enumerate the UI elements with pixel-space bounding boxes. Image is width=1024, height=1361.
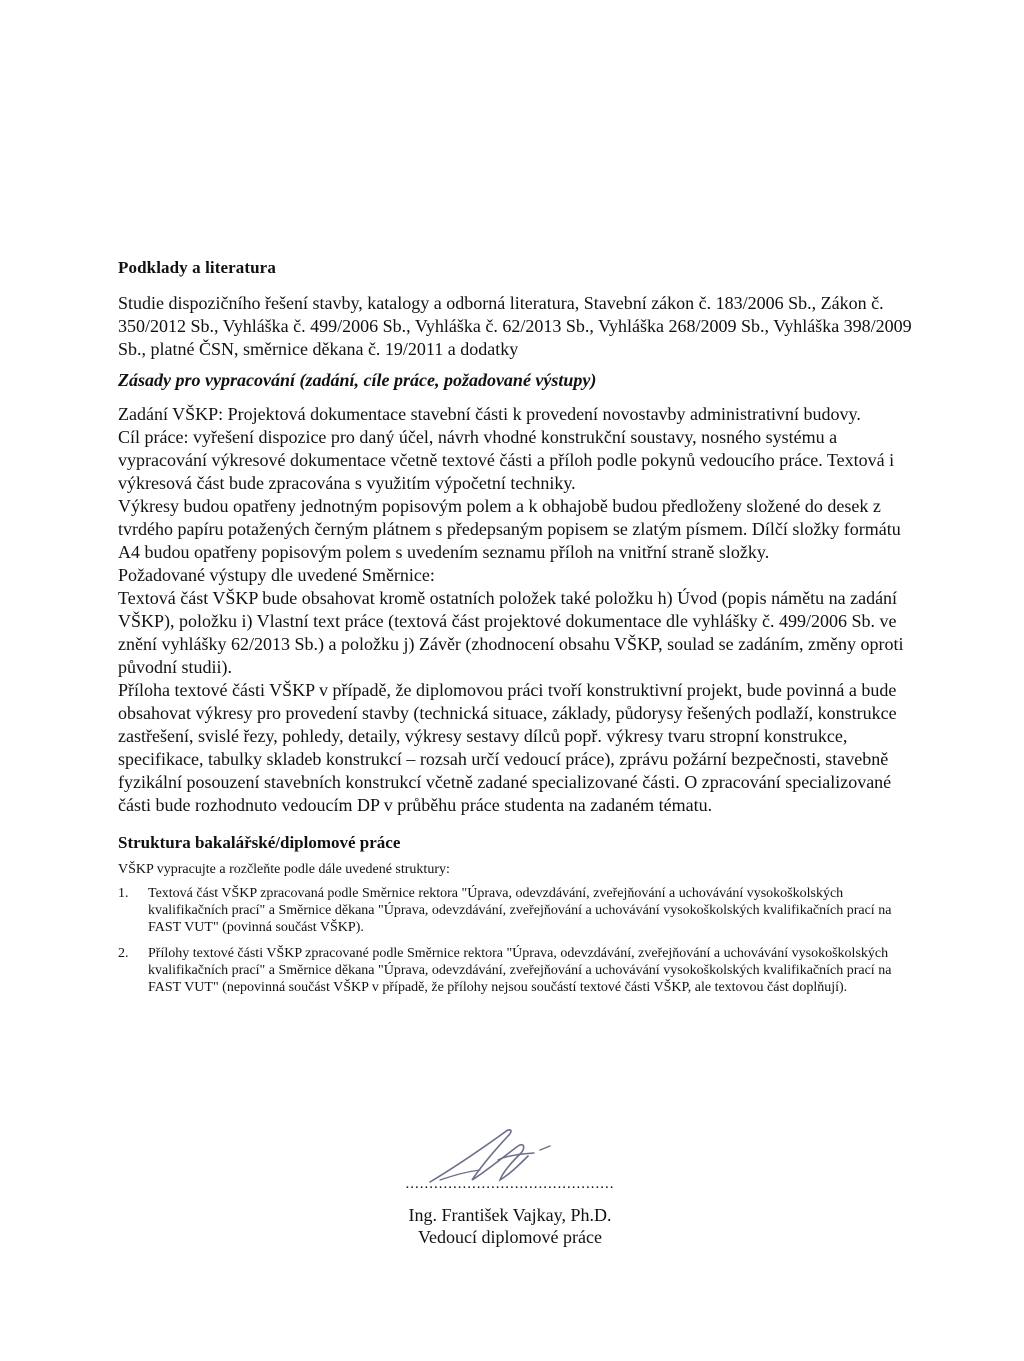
zasady-paragraph: Textová část VŠKP bude obsahovat kromě ostatních položek také položku h) Úvod (popis námětu na zadání VŠKP), položku i) Vlastní text práce (textová část projektové dokumentace dle vyhlášky č. 499/2006 Sb. ve znění vyhlášky 62/2013 Sb.) a položku j) Závěr (zhodnocení obsahu VŠKP, soulad se zadáním, změny oproti původní studii). (118, 588, 904, 677)
signature-line: ............................................ (405, 1176, 615, 1192)
list-item-text: Textová část VŠKP zpracovaná podle Směrnice rektora "Úprava, odevzdávání, zveřejňování a uchovávání vysokoškolských kvalifikačních prací" a Směrnice děkana "Úprava, odevzdávání, zveřejňování a uchovávání vysokoškolských kvalifikačních prací na FAST VUT" (povinná součást VŠKP). (148, 886, 892, 935)
podklady-text: Studie dispozičního řešení stavby, katalogy a odborná literatura, Stavební zákon č. 183/2006 Sb., Zákon č. 350/2012 Sb., Vyhláška č. 499/2006 Sb., Vyhláška č. 62/2013 Sb., Vyhláška 268/2009 Sb., Vyhláška 398/2009 Sb., platné ČSN, směrnice děkana č. 19/2011 a dodatky (118, 293, 912, 359)
zasady-paragraph: Výkresy budou opatřeny jednotným popisovým polem a k obhajobě budou předloženy složené do desek z tvrdého papíru potažených černým plátnem s předepsaným popisem se zlatým písmem. Dílčí složky formátu A4 budou opatřeny popisovým polem s uvedením seznamu příloh na vnitřní straně složky. (118, 496, 901, 562)
zasady-paragraph: Příloha textové části VŠKP v případě, že diplomovou práci tvoří konstruktivní projekt, bude povinná a bude obsahovat výkresy pro provedení stavby (technická situace, základy, půdorysy řešených podlaží, konstrukce zastřešení, svislé řezy, pohledy, detaily, výkresy sestavy dílců popř. výkresy tvaru stropní konstrukce, specifikace, tabulky skladeb konstrukcí – rozsah určí vedoucí práce), zprávu požární bezpečnosti, stavebně fyzikální posouzení stavebních konstrukcí včetně zadané specializované části. O zpracování specializované části bude rozhodnuto vedoucím DP v průběhu práce studenta na zadaném tématu. (118, 680, 897, 815)
zasady-body (118, 403, 918, 817)
signature-block (390, 1120, 630, 1248)
section-heading-podklady: Podklady a literatura (118, 258, 276, 277)
supervisor-role: Vedoucí diplomové práce (418, 1227, 602, 1247)
list-item-text: Přílohy textové části VŠKP zpracované podle Směrnice rektora "Úprava, odevzdávání, zveřejňování a uchovávání vysokoškolských kvalifikačních prací" a Směrnice děkana "Úprava, odevzdávání, zveřejňování a uchovávání vysokoškolských kvalifikačních prací na FAST VUT" (nepovinná součást VŠKP v případě, že přílohy nejsou součástí textové části VŠKP, ale textovou část doplňují). (148, 946, 892, 995)
zasady-paragraph: Požadované výstupy dle uvedené Směrnice: (118, 565, 435, 585)
list-item (118, 945, 918, 996)
list-item (118, 885, 918, 936)
supervisor-name: Ing. František Vajkay, Ph.D. (408, 1205, 612, 1225)
list-item-number: 2. (118, 946, 129, 961)
section-heading-struktura: Struktura bakalářské/diplomové práce (118, 833, 401, 852)
section-heading-zasady: Zásady pro vypracování (zadání, cíle práce, požadované výstupy) (118, 370, 597, 390)
list-item-number: 1. (118, 886, 129, 901)
struktura-list (118, 885, 918, 996)
zasady-paragraph: Zadání VŠKP: Projektová dokumentace stavební části k provedení novostavby administrativní budovy. (118, 404, 861, 424)
zasady-paragraph: Cíl práce: vyřešení dispozice pro daný účel, návrh vhodné konstrukční soustavy, nosného systému a vypracování výkresové dokumentace včetně textové části a příloh podle pokynů vedoucího práce. Textová i výkresová část bude zpracována s využitím výpočetní techniky. (118, 427, 895, 493)
struktura-intro: VŠKP vypracujte a rozčleňte podle dále uvedené struktury: (118, 862, 450, 877)
document-page (118, 258, 918, 1005)
